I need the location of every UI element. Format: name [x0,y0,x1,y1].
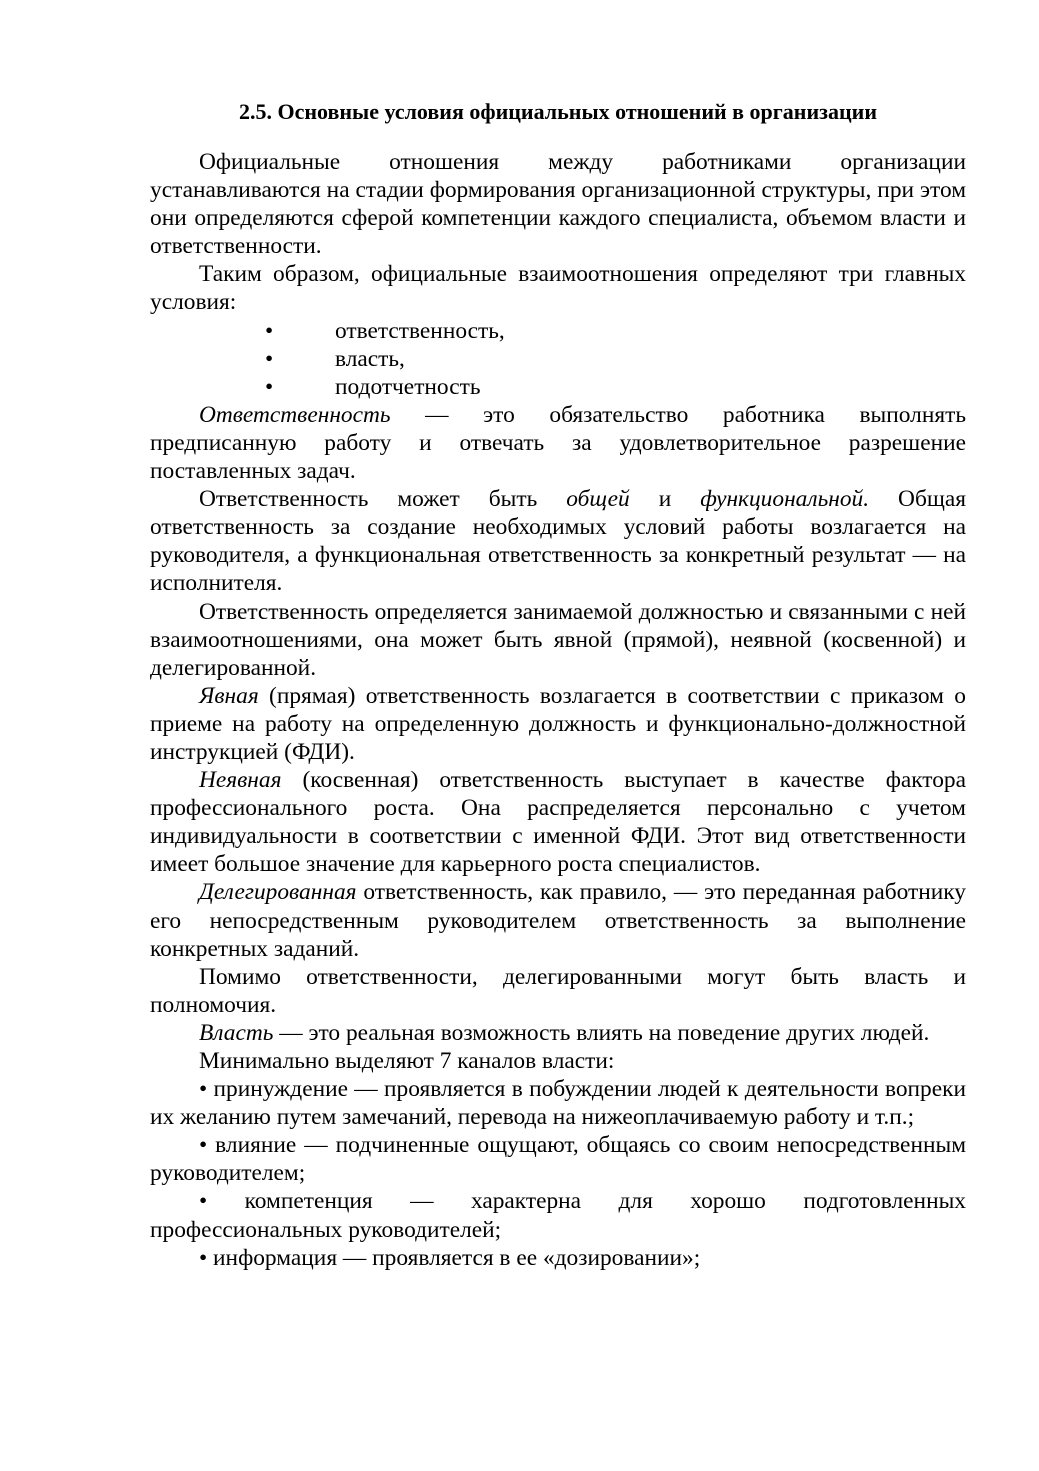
list-item [150,317,966,345]
definition-text: — это реальная возможность влиять на поведение других людей. [273,1019,930,1046]
channel-competence: • компетенция — характерна для хорошо подготовленных профессиональных руководителей; [150,1188,966,1243]
list-item [150,373,966,401]
paragraph-official-relations: Официальные отношения между работниками организации устанавливаются на стадии формирования организационной структуры, при этом они определяются сферой компетенции каждого специалиста, объемом власти и ответственности. [150,149,966,260]
text-fragment: Общая ответственность за создание необходимых условий работы возлагается на руководителя, а функциональная ответственность за конкретный результат — на исполнителя. [150,486,967,597]
term-responsibility: Ответственность [199,401,391,428]
text-fragment: Ответственность может быть [199,486,567,513]
list-item [150,345,966,373]
conditions-list [150,317,966,401]
list-item-text: ответственность, [335,317,505,344]
paragraph-explicit-responsibility [150,682,966,766]
bullet-icon: • [265,317,274,344]
paragraph-power-channels: Минимально выделяют 7 каналов власти: [199,1048,615,1074]
definition-text: — это обязательство работника выполнять предписанную работу и отвечать за удовлетворительное разрешение поставленных задач. [150,401,966,485]
definition-text: ответственность, как правило, — это переданная работнику его непосредственным руководителем ответственность за выполнение конкретных заданий. [150,879,966,962]
paragraph-responsibility-types [150,485,966,597]
term-general: общей [566,486,630,513]
paragraph-three-conditions: Таким образом, официальные взаимоотношения определяют три главных условия: [150,261,966,316]
definition-text: (косвенная) ответственность выступает в качестве фактора профессионального роста. Она распределяется персонально с учетом индивидуальности в соответствии с именной ФДИ. Этот вид ответственности имеет большое значение для карьерного роста специалистов. [150,767,966,878]
section-heading: 2.5. Основные условия официальных отношений в организации [239,99,877,124]
term-delegated: Делегированная [199,879,357,906]
list-item-text: власть, [335,345,405,372]
channel-information: • информация — проявляется в ее «дозировании»; [199,1244,701,1271]
list-item-text: подотчетность [335,373,481,400]
paragraph-delegation-scope: Помимо ответственности, делегированными могут быть власть и полномочия. [150,963,966,1018]
paragraph-implicit-responsibility [150,766,966,878]
paragraph-responsibility-definition [150,401,966,485]
document-page [150,94,966,1272]
text-fragment: и [629,486,701,513]
paragraph-delegated-responsibility [150,878,966,962]
term-implicit: Неявная [199,767,282,794]
paragraph-power-definition [150,1019,966,1047]
term-functional: функциональной. [700,486,870,513]
bullet-icon: • [265,345,274,372]
channel-influence: • влияние — подчиненные ощущают, общаясь со своим непосредственным руководителем; [150,1132,966,1187]
definition-text: (прямая) ответственность возлагается в соответствии с приказом о приеме на работу на определенную должность и функционально-должностной инструкцией (ФДИ). [150,682,966,765]
term-power: Власть [199,1019,274,1046]
channel-coercion: • принуждение — проявляется в побуждении людей к деятельности вопреки их желанию путем замечаний, перевода на нижеоплачиваемую работу и т.п.; [150,1076,966,1131]
paragraph-responsibility-kinds: Ответственность определяется занимаемой должностью и связанными с ней взаимоотношениями, она может быть явной (прямой), неявной (косвенной) и делегированной. [150,598,966,681]
term-explicit: Явная [199,682,259,709]
bullet-icon: • [265,373,274,400]
